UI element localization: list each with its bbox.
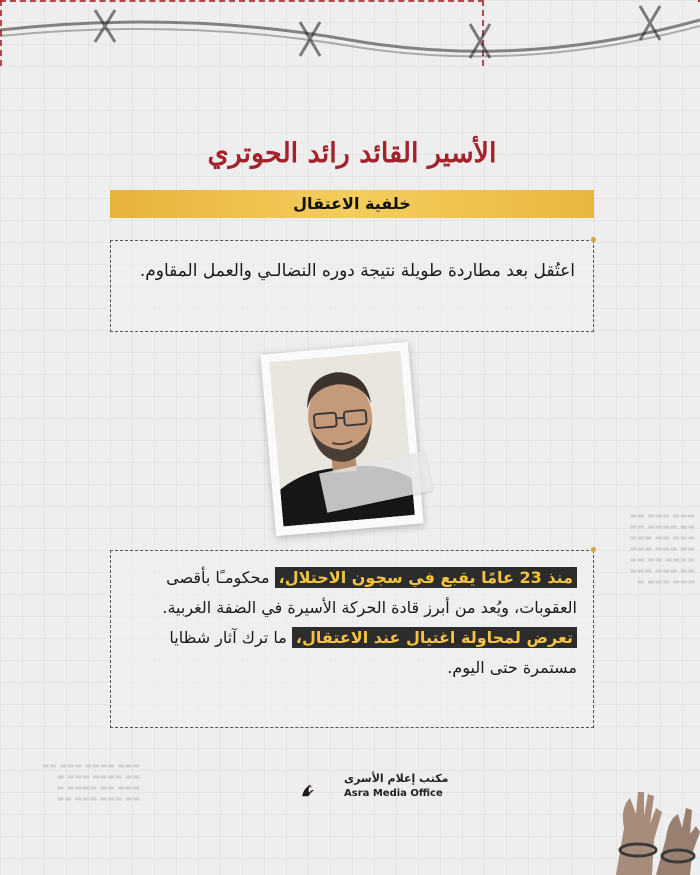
frame-corner [0, 0, 2, 2]
box-corner-dot [591, 237, 596, 242]
details-text-2: ما ترك آثار شظايا مستمرة حتى اليوم. [169, 628, 577, 677]
section-label-ribbon: خلفية الاعتقال [110, 190, 594, 218]
intro-text: اعتُقل بعد مطاردة طويلة نتيجة دوره النضالـي والعمل المقاوم. [139, 261, 575, 281]
highlight-assassination-attempt: تعرض لمحاولة اغتيال عند الاعتقال، [292, 627, 577, 648]
page-title: الأسير القائد رائد الحوتري [207, 138, 497, 169]
logo-name-arabic: مكتب إعلام الأسرى [344, 772, 449, 785]
details-text-box [110, 550, 594, 728]
box-corner-dot [591, 547, 596, 552]
background-faint-text: ▬▬▬ ▬▬▬ ▬▬ ▬▬ ▬▬▬▬ ▬▬ ▬▬▬ ▬▬ ▬▬▬ ▬▬ ▬▬▬ ▬▬▬ ▬▬▬▬ ▬▬ ▬▬ ▬▬ ▬▬▬ ▬▬▬ ▬▬▬ ▬▬▬ ▬ [629, 511, 695, 586]
intro-text-box [110, 240, 594, 332]
shackled-hands-decoration [596, 768, 700, 875]
background-faint-text-2: ▬▬▬ ▬▬▬▬ ▬▬▬ ▬▬ ▬▬ ▬▬▬▬ ▬▬▬ ▬ ▬▬▬ ▬▬ ▬▬▬▬ ▬ ▬▬ ▬▬▬ ▬▬▬ ▬▬ [41, 761, 140, 803]
barbed-wire-decoration [0, 0, 700, 90]
details-text-1: محكومـًا بأقصى العقوبات، ويُعد من أبرز قادة الحركة الأسيرة في الضفة الغربية. [162, 568, 577, 617]
highlight-years-in-prison: منذ 23 عامًا يقبع في سجون الاحتلال، [275, 567, 577, 588]
logo-name-english: Asra Media Office [344, 788, 443, 799]
asra-media-office-logo-icon [300, 768, 344, 812]
